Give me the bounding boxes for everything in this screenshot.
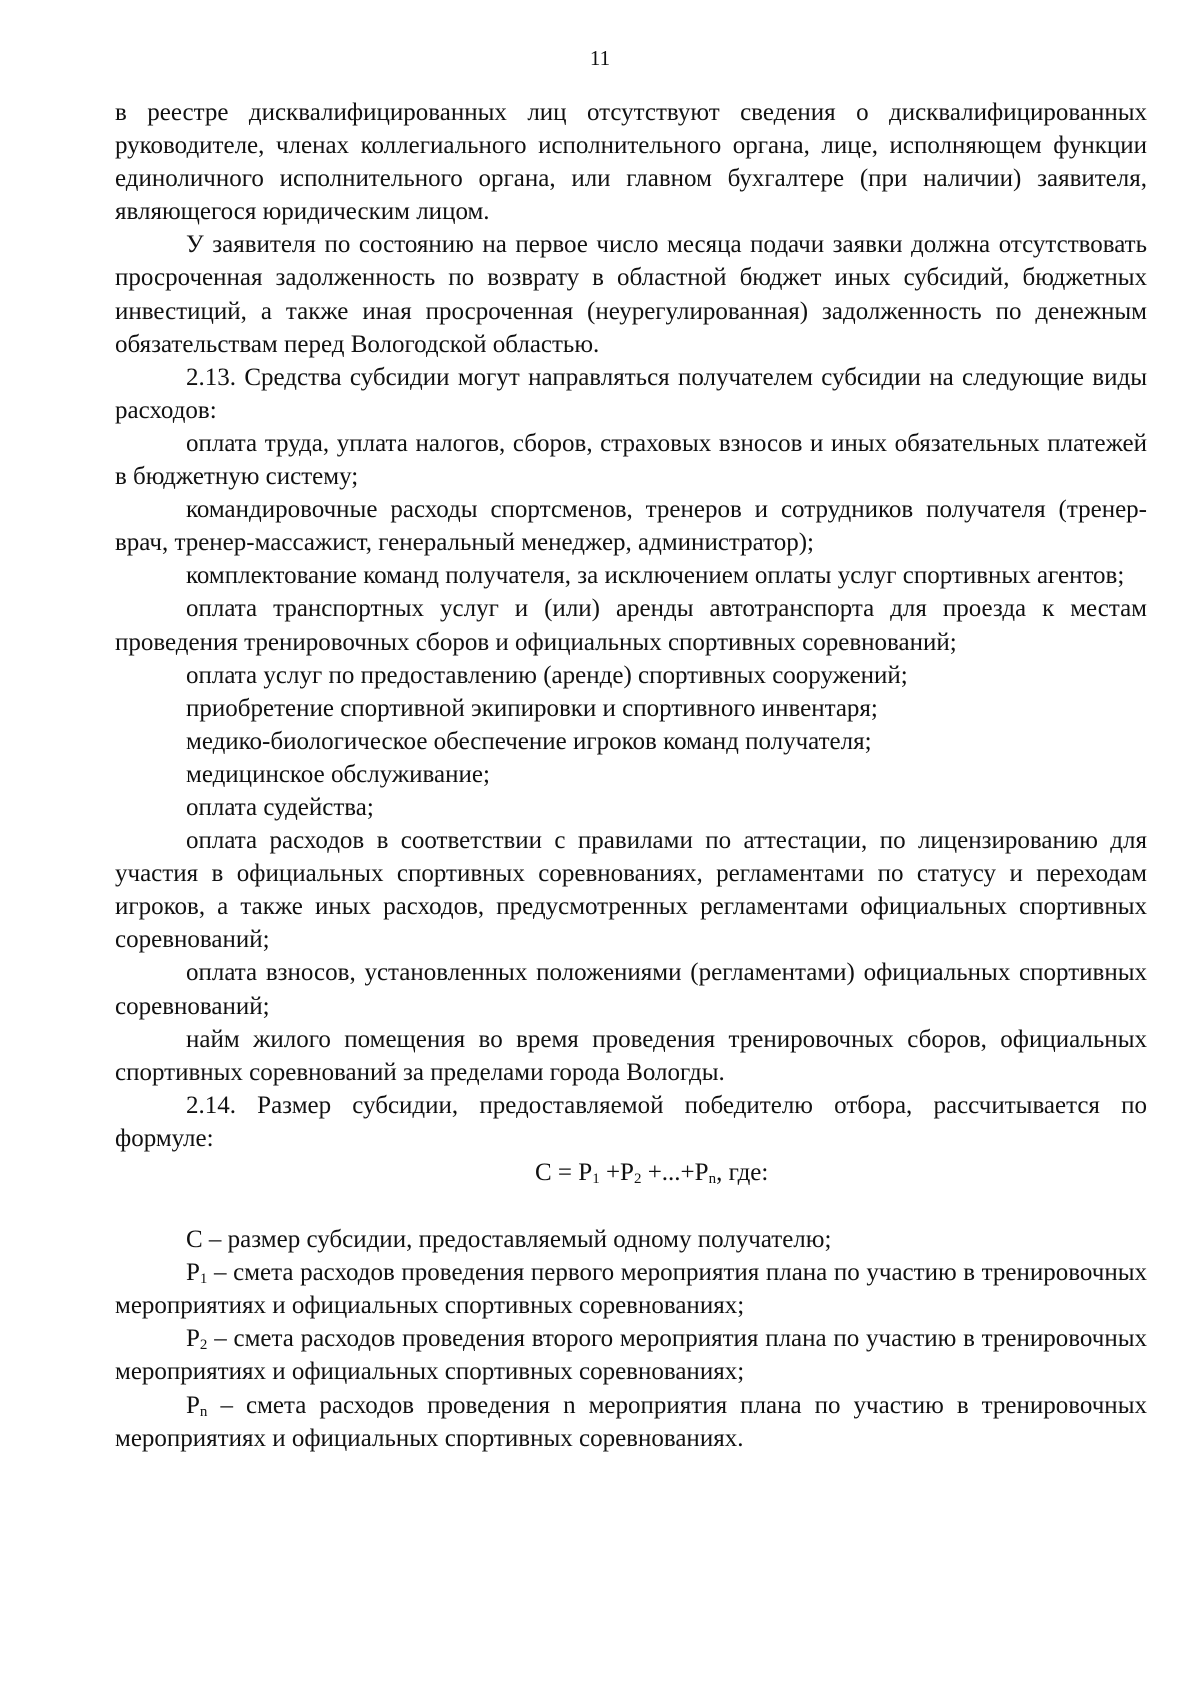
paragraph-no-overdue-debt: У заявителя по состоянию на первое число месяца подачи заявки должна отсутствовать просроченная задолженность по возврату в областной бюджет иных субсидий, бюджетных инвестиций, а также иная просроченная (неурегулированная) задолженность по денежным обязательствам перед Вологодской областью. [115,231,1147,358]
list-item-labor-taxes: оплата труда, уплата налогов, сборов, страховых взносов и иных обязательных платежей в бюджетную систему; [115,429,1147,491]
list-item-transport: оплата транспортных услуг и (или) аренды автотранспорта для проезда к местам проведения тренировочных сборов и официальных спортивных соревнований; [115,595,1147,656]
list-item-medical-service: медицинское обслуживание; [186,760,490,788]
list-item-refereeing: оплата судейства; [186,793,374,821]
paragraph-section-2-13: 2.13. Средства субсидии могут направляться получателем субсидии на следующие виды расходов: [115,363,1147,424]
paragraph-disqualified-registry: в реестре дисквалифицированных лиц отсутствуют сведения о дисквалифицированных руководителе, членах коллегиального исполнительного органа, лице, исполняющем функции единоличного исполнительного органа, или главном бухгалтере (при наличии) заявителя, являющегося юридическим лицом. [115,99,1147,226]
list-item-medical-biological: медико-биологическое обеспечение игроков команд получателя; [186,727,872,755]
definition-p2: $Р_2$ – смета расходов проведения второго мероприятия плана по участию в тренировочных мероприятиях и официальных спортивных соревнованиях; [115,1325,1147,1386]
list-item-fees: оплата взносов, установленных положениями (регламентами) официальных спортивных соревнований; [115,959,1147,1020]
document-body [115,96,1147,1455]
list-item-housing: найм жилого помещения во время проведения тренировочных сборов, официальных спортивных соревнований за пределами города Вологды. [115,1025,1147,1086]
list-item-equipment: приобретение спортивной экипировки и спортивного инвентаря; [186,694,878,722]
list-item-team-recruitment: комплектование команд получателя, за исключением оплаты услуг спортивных агентов; [186,562,1125,590]
definition-p1: $Р_1$ – смета расходов проведения первого мероприятия плана по участию в тренировочных мероприятиях и официальных спортивных соревнованиях; [115,1259,1147,1320]
page-number: 11 [589,46,611,70]
definition-c: С – размер субсидии, предоставляемый одному получателю; [186,1226,832,1254]
paragraph-section-2-14: 2.14. Размер субсидии, предоставляемой победителю отбора, рассчитывается по формуле: [115,1091,1147,1152]
list-item-facility-rent: оплата услуг по предоставлению (аренде) спортивных сооружений; [186,661,908,689]
definition-pn: $Р_n$ – смета расходов проведения n мероприятия плана по участию в тренировочных мероприятиях и официальных спортивных соревнованиях. [115,1391,1147,1452]
list-item-travel-expenses: командировочные расходы спортсменов, тренеров и сотрудников получателя (тренер-врач, тренер-массажист, генеральный менеджер, администратор); [115,496,1147,557]
list-item-certification-licensing: оплата расходов в соответствии с правилами по аттестации, по лицензированию для участия в официальных спортивных соревнованиях, регламентами по статусу и переходам игроков, а также иных расходов, предусмотренных регламентами официальных спортивных соревнований; [115,827,1147,954]
subsidy-formula: $С = Р_1 +Р_2 +...+Р_n$, где: [535,1159,769,1187]
